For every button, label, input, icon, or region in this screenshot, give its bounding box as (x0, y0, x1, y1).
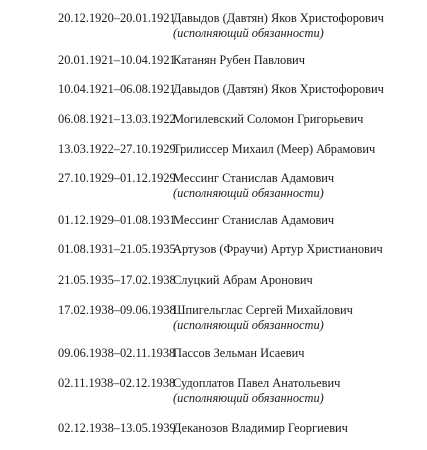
official-name: Давыдов (Давтян) Яков Христофорович (173, 82, 384, 96)
official (173, 242, 423, 257)
official-name: Мессинг Станислав Адамович (173, 171, 335, 185)
acting-note: (исполняющий обязанности) (173, 186, 324, 200)
acting-note: (исполняющий обязанности) (173, 391, 324, 405)
official (173, 346, 423, 361)
official-name: Пассов Зельман Исаевич (173, 346, 305, 360)
term-period: 17.02.1938–09.06.1938 (58, 303, 176, 317)
official (173, 303, 423, 333)
official (173, 376, 423, 406)
term-period: 02.12.1938–13.05.1939 (58, 421, 176, 435)
term-period: 01.12.1929–01.08.1931 (58, 213, 176, 227)
official-name: Катанян Рубен Павлович (173, 53, 305, 67)
term-period: 06.08.1921–13.03.1922 (58, 112, 176, 126)
official-name: Трилиссер Михаил (Меер) Абрамович (173, 142, 376, 156)
official-name: Слуцкий Абрам Аронович (173, 273, 313, 287)
term-period: 10.04.1921–06.08.1921 (58, 82, 176, 96)
term-period: 09.06.1938–02.11.1938 (58, 346, 176, 360)
official (173, 82, 423, 97)
official-name: Мессинг Станислав Адамович (173, 213, 335, 227)
official (173, 53, 423, 68)
acting-note: (исполняющий обязанности) (173, 318, 324, 332)
official-name: Шпигельглас Сергей Михайлович (173, 303, 353, 317)
official-name: Судоплатов Павел Анатольевич (173, 376, 341, 390)
official (173, 142, 423, 157)
official (173, 11, 423, 41)
official (173, 421, 423, 436)
term-period: 01.08.1931–21.05.1935 (58, 242, 176, 256)
official (173, 112, 423, 127)
official (173, 273, 423, 288)
official-name: Артузов (Фраучи) Артур Христианович (173, 242, 383, 256)
term-period: 20.01.1921–10.04.1921 (58, 53, 176, 67)
official (173, 171, 423, 201)
official-name: Могилевский Соломон Григорьевич (173, 112, 364, 126)
term-period: 27.10.1929–01.12.1929 (58, 171, 176, 185)
official-name: Деканозов Владимир Георгиевич (173, 421, 348, 435)
official (173, 213, 423, 228)
term-period: 02.11.1938–02.12.1938 (58, 376, 176, 390)
official-name: Давыдов (Давтян) Яков Христофорович (173, 11, 384, 25)
term-period: 13.03.1922–27.10.1929 (58, 142, 176, 156)
term-period: 21.05.1935–17.02.1938 (58, 273, 176, 287)
term-period: 20.12.1920–20.01.1921 (58, 11, 176, 25)
acting-note: (исполняющий обязанности) (173, 26, 324, 40)
